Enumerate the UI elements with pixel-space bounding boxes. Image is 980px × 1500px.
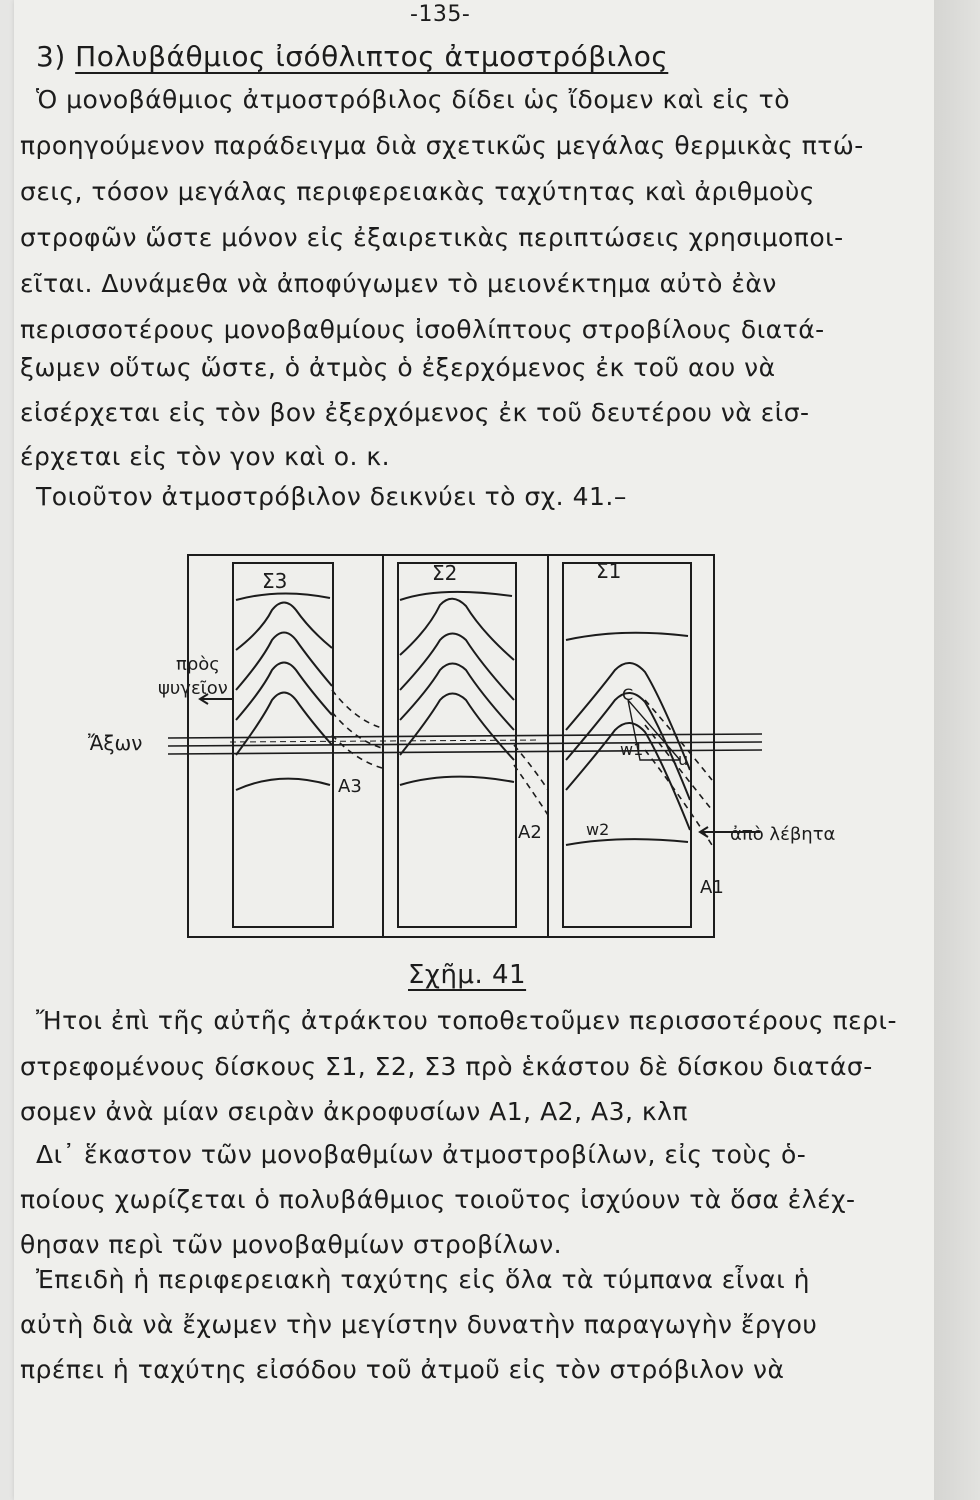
stage-label-s1: Σ1 — [596, 559, 622, 583]
label-w2: w2 — [586, 820, 610, 839]
nozzle-label-a1: A1 — [700, 877, 724, 898]
label-to-condenser-2: ψυγεῖον — [158, 678, 228, 699]
stage-label-s3: Σ3 — [262, 569, 288, 593]
text-line: στρεφομένους δίσκους Σ1, Σ2, Σ3 πρὸ ἑκάστου δὲ δίσκου διατάσ- — [20, 1052, 873, 1081]
blade-curves-s3 — [236, 593, 332, 790]
text-line: σεις, τόσον μεγάλας περιφερειακὰς ταχύτητας καὶ ἀριθμοὺς — [20, 177, 815, 206]
text-line: προηγούμενον παράδειγμα διὰ σχετικῶς μεγάλας θερμικὰς πτώ- — [20, 131, 864, 160]
label-w1: w1 — [620, 740, 644, 759]
text-line: έρχεται εἰς τὸν γον καὶ ο. κ. — [20, 442, 391, 471]
text-line: Δι᾽ ἕκαστον τῶν μονοβαθμίων ἀτμοστροβίλων, εἰς τοὺς ὁ- — [36, 1140, 807, 1169]
text-line: Ἐπειδὴ ἡ περιφερειακὴ ταχύτης εἰς ὅλα τὰ τύμπανα εἶναι ἡ — [36, 1265, 810, 1294]
label-from-boiler: ἀπὸ λέβητα — [730, 824, 836, 845]
text-line: Τοιοῦτον ἀτμοστρόβιλον δεικνύει τὸ σχ. 41.– — [36, 482, 627, 511]
section-title: Πολυβάθμιος ἰσόθλιπτος ἀτμοστρόβιλος — [75, 40, 669, 73]
text-line: αὐτὴ διὰ νὰ ἔχωμεν τὴν μεγίστην δυνατὴν παραγωγὴν ἔργου — [20, 1310, 818, 1339]
label-u: u — [678, 750, 689, 769]
text-line: Ὁ μονοβάθμιος ἀτμοστρόβιλος δίδει ὡς ἴδομεν καὶ εἰς τὸ — [36, 85, 791, 114]
text-line: εῖται. Δυνάμεθα νὰ ἀποφύγωμεν τὸ μειονέκτημα αὐτὸ ἐὰν — [20, 269, 777, 298]
figure-caption: Σχῆμ. 41 — [408, 960, 527, 990]
text-line: ξωμεν οὕτως ὥστε, ὁ ἀτμὸς ὁ ἐξερχόμενος ἐκ τοῦ αου νὰ — [20, 353, 776, 382]
section-number: 3) — [36, 40, 66, 73]
text-line: εἰσέρχεται εἰς τὸν βον ἐξερχόμενος ἐκ τοῦ δευτέρου νὰ εἰσ- — [20, 398, 810, 427]
nozzle-label-a3: A3 — [338, 776, 362, 797]
text-line: σομεν ἀνὰ μίαν σειρὰν ἀκροφυσίων Α1, Α2, Α3, κλπ — [20, 1097, 688, 1126]
nozzle-label-a2: A2 — [518, 822, 542, 843]
text-line: ποίους χωρίζεται ὁ πολυβάθμιος τοιοῦτος ἰσχύουν τὰ ὅσα ἐλέχ- — [20, 1185, 856, 1214]
blade-curves-s2 — [400, 592, 514, 785]
text-line: στροφῶν ὥστε μόνον εἰς ἐξαιρετικὰς περιπτώσεις χρησιμοποι- — [20, 223, 844, 252]
text-line: Ἤτοι ἐπὶ τῆς αὐτῆς ἀτράκτου τοποθετοῦμεν περισσοτέρους περι- — [36, 1006, 897, 1035]
text-line: περισσοτέρους μονοβαθμίους ἰσοθλίπτους στροβίλους διατά- — [20, 315, 825, 344]
label-c: C — [622, 685, 634, 704]
stage-label-s2: Σ2 — [432, 561, 458, 585]
label-axle: Ἄξων — [88, 731, 143, 755]
blade-curves-s1 — [566, 633, 690, 845]
text-line: θησαν περὶ τῶν μονοβαθμίων στροβίλων. — [20, 1230, 563, 1259]
text-line: πρέπει ἡ ταχύτης εἰσόδου τοῦ ἀτμοῦ εἰς τὸν στρόβιλον νὰ — [20, 1355, 785, 1384]
page-number: -135- — [410, 2, 471, 27]
label-to-condenser-1: πρὸς — [176, 654, 220, 675]
